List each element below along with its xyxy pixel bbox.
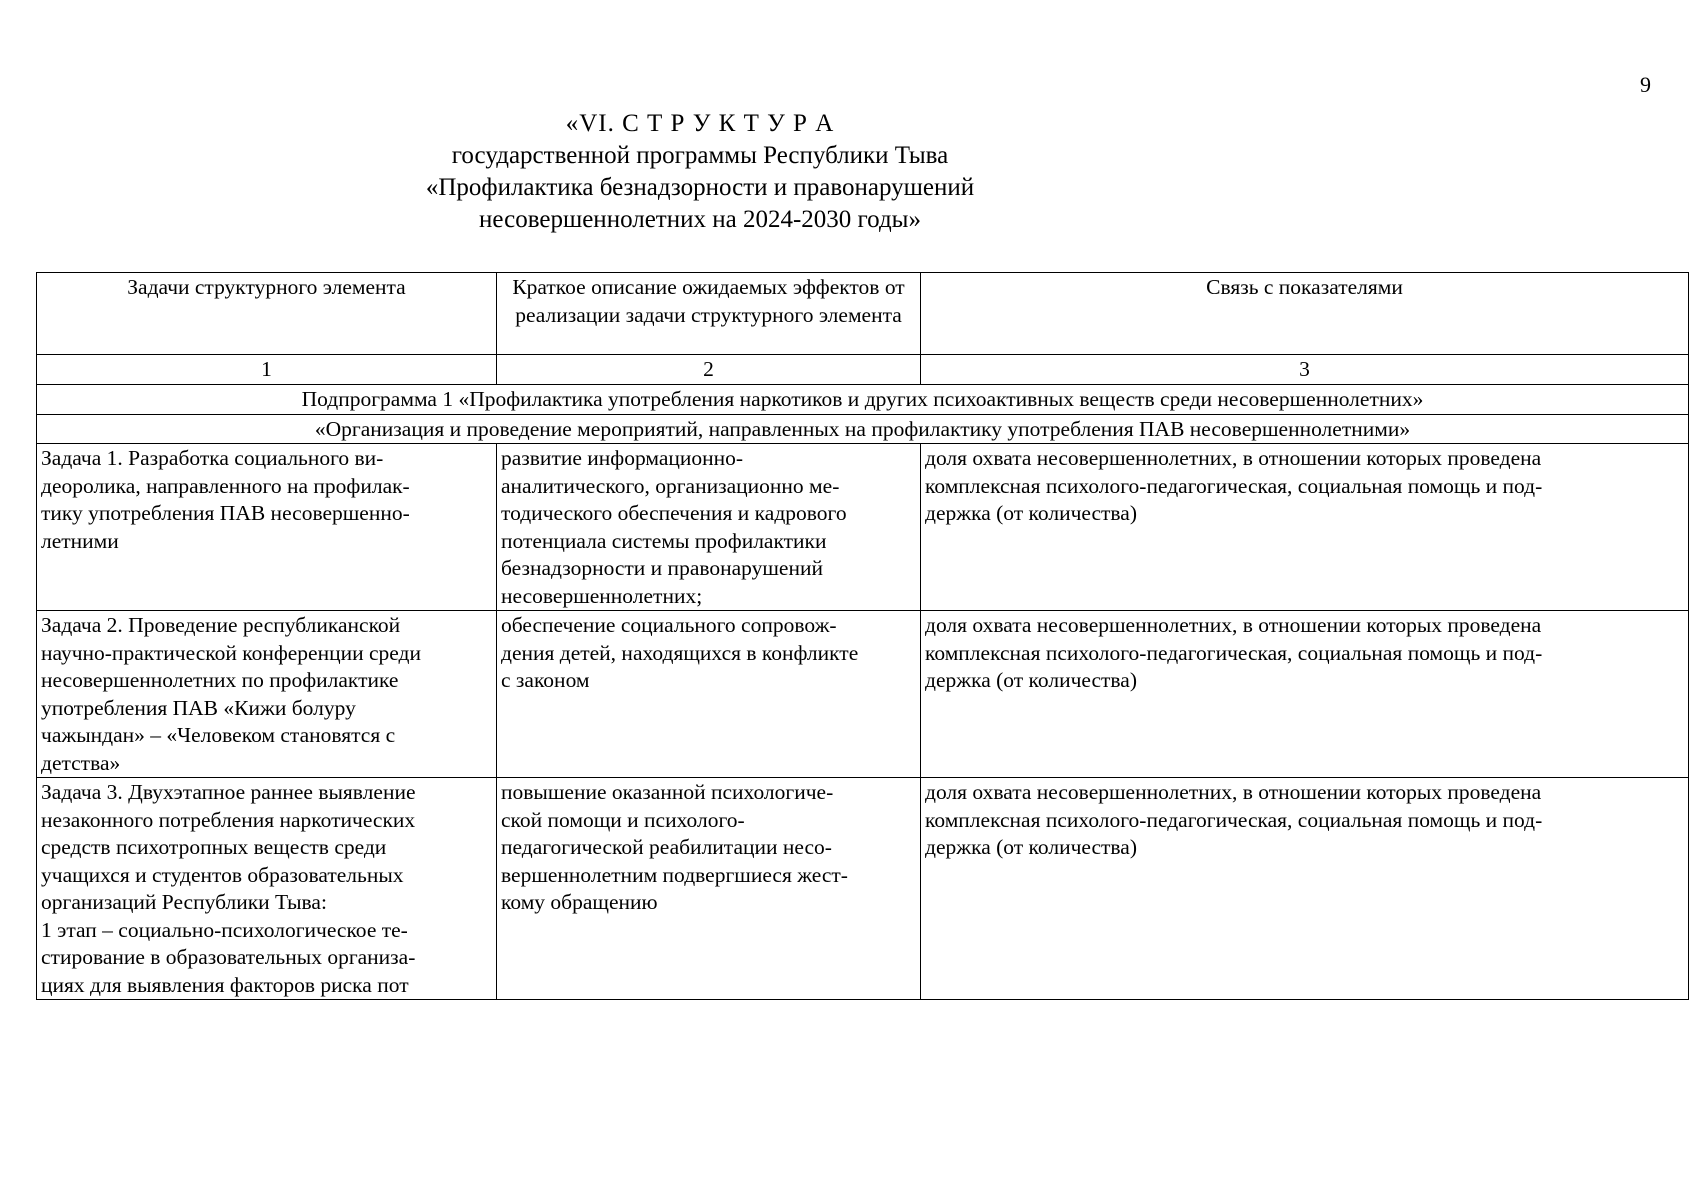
indicator-cell: доля охвата несовершеннолетних, в отношении которых проведена комплексная психолого-педагогическая, социальная помощь и под- держка (от количества) — [921, 778, 1689, 1000]
title-line-2: государственной программы Республики Тыва — [451, 142, 949, 169]
task-cell: Задача 3. Двухэтапное раннее выявление незаконного потребления наркотических средств психотропных веществ среди учащихся и студентов образовательных организаций Республики Тыва: 1 этап – социально-психологическое те- стирование в образовательных организа- циях для выявления факторов риска пот — [37, 778, 497, 1000]
column-number-row — [37, 355, 1689, 385]
title-line-1: «VI. С Т Р У К Т У Р А — [565, 110, 835, 137]
subprogram-title: Подпрограмма 1 «Профилактика употребления наркотиков и других психоактивных веществ среди несовершеннолетних» — [37, 385, 1689, 415]
structure-table — [36, 272, 1689, 1000]
header-tasks: Задачи структурного элемента — [37, 273, 497, 355]
section-title: «Организация и проведение мероприятий, направленных на профилактику употребления ПАВ несовершеннолетними» — [37, 414, 1689, 444]
document-title — [0, 108, 1400, 236]
header-effects: Краткое описание ожидаемых эффектов от реализации задачи структурного элемента — [497, 273, 921, 355]
column-number-2: 2 — [497, 355, 921, 385]
table-header-row — [37, 273, 1689, 355]
title-line-4: несовершеннолетних на 2024-2030 годы» — [479, 206, 921, 233]
task-cell: Задача 2. Проведение республиканской научно-практической конференции среди несовершеннолетних по профилактике употребления ПАВ «Кижи болуру чажындан» – «Человеком становятся с детства» — [37, 611, 497, 778]
table-row — [37, 444, 1689, 611]
section-row — [37, 414, 1689, 444]
indicator-cell: доля охвата несовершеннолетних, в отношении которых проведена комплексная психолого-педагогическая, социальная помощь и под- держка (от количества) — [921, 444, 1689, 611]
column-number-1: 1 — [37, 355, 497, 385]
table-row — [37, 778, 1689, 1000]
page-number: 9 — [1640, 72, 1651, 97]
title-line-3: «Профилактика безнадзорности и правонарушений — [425, 174, 975, 201]
table-row — [37, 611, 1689, 778]
effect-cell: развитие информационно- аналитического, организационно ме- тодического обеспечения и кадрового потенциала системы профилактики безнадзорности и правонарушений несовершеннолетних; — [497, 444, 921, 611]
subprogram-row — [37, 385, 1689, 415]
column-number-3: 3 — [921, 355, 1689, 385]
task-cell: Задача 1. Разработка социального ви- деоролика, направленного на профилак- тику употребления ПАВ несовершенно- летними — [37, 444, 497, 611]
effect-cell: обеспечение социального сопровож- дения детей, находящихся в конфликте с законом — [497, 611, 921, 778]
header-indicators: Связь с показателями — [921, 273, 1689, 355]
indicator-cell: доля охвата несовершеннолетних, в отношении которых проведена комплексная психолого-педагогическая, социальная помощь и под- держка (от количества) — [921, 611, 1689, 778]
effect-cell: повышение оказанной психологиче- ской помощи и психолого- педагогической реабилитации несо- вершеннолетним подвергшиеся жест- кому обращению — [497, 778, 921, 1000]
